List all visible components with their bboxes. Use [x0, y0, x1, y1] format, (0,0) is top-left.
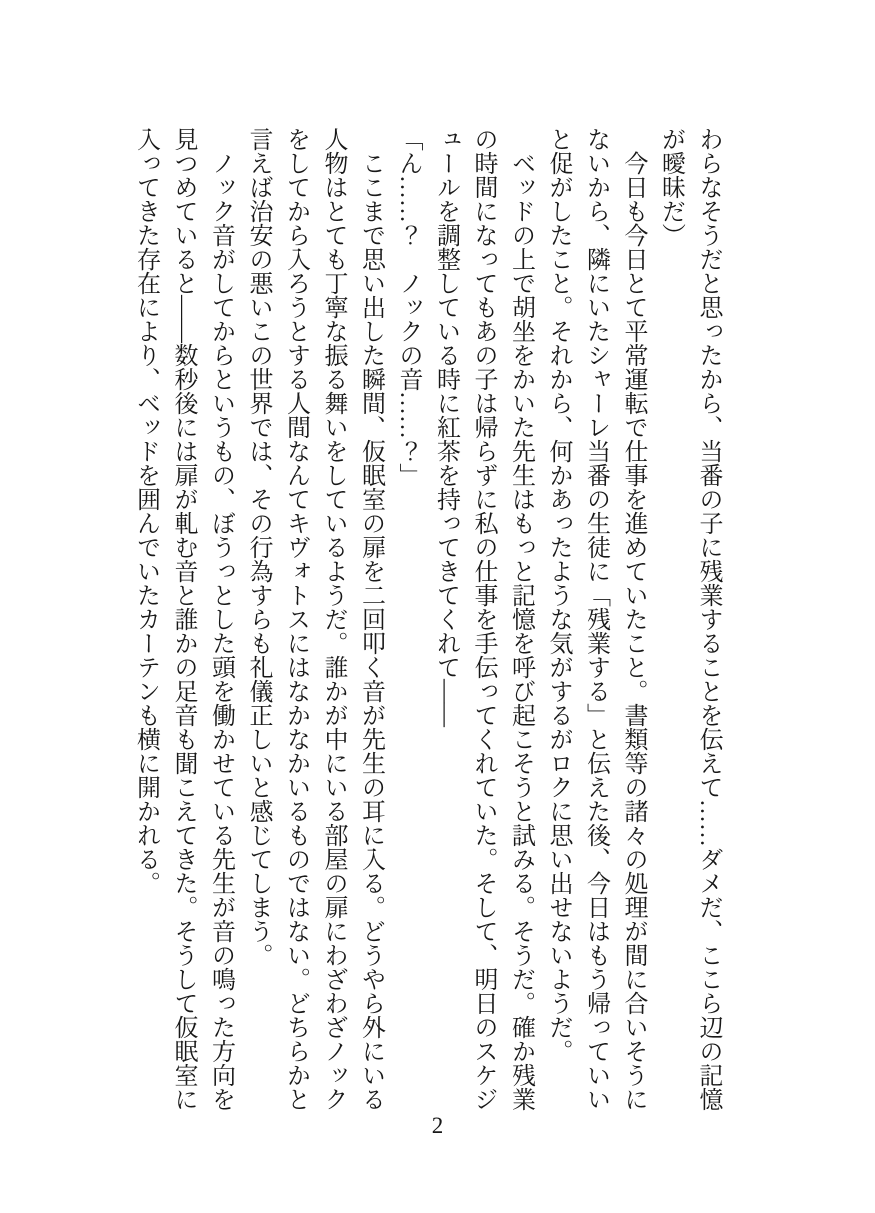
- vertical-text-block: [126, 127, 726, 1111]
- paragraph-1: わらなそうだと思ったから、当番の子に残業することを伝えて……ダメだ、ここら辺の記憶が曖昧だ）: [657, 127, 721, 1111]
- page-number: 2: [431, 1113, 444, 1138]
- paragraph-6: ノック音がしてからというもの、ぼうっとした頭を働かせている先生が音の鳴った方向を見つめていると――数秒後には扉が軋む音と誰かの足音も聞こえてきた。そうして仮眠室に入ってきた存在により、ベッドを囲んでいたカーテンも横に開かれる。: [132, 127, 234, 1111]
- paragraph-2: 今日も今日とて平常運転で仕事を進めていたこと。書類等の諸々の処理が間に合いそうにないから、隣にいたシャーレ当番の生徒に「残業する」と伝えた後、今日はもう帰っていいと促がしたこと。それから、何かあったような気がするがロクに思い出せないようだ。: [545, 127, 646, 1111]
- paragraph-5: ここまで思い出した瞬間、仮眠室の扉を二回叩く音が先生の耳に入る。どうやら外にいる人物はとても丁寧な振る舞いをしているようだ。誰かが中にいる部屋の扉にわざわざノックをしてから入ろうとする人間なんてキヴォトスにはなかなかいるものではない。どちらかと言えば治安の悪いこの世界では、その行為すらも礼儀正しいと感じてしまう。: [245, 127, 384, 1111]
- paragraph-3: ベッドの上で胡坐をかいた先生はもっと記憶を呼び起こそうと試みる。そうだ。確か残業の時間になってもあの子は帰らずに私の仕事を手伝ってくれていた。そして、明日のスケジュールを調整している時に紅茶を持ってきてくれて――: [432, 127, 534, 1111]
- paragraph-4: 「ん……？ ノックの音……？」: [395, 127, 421, 487]
